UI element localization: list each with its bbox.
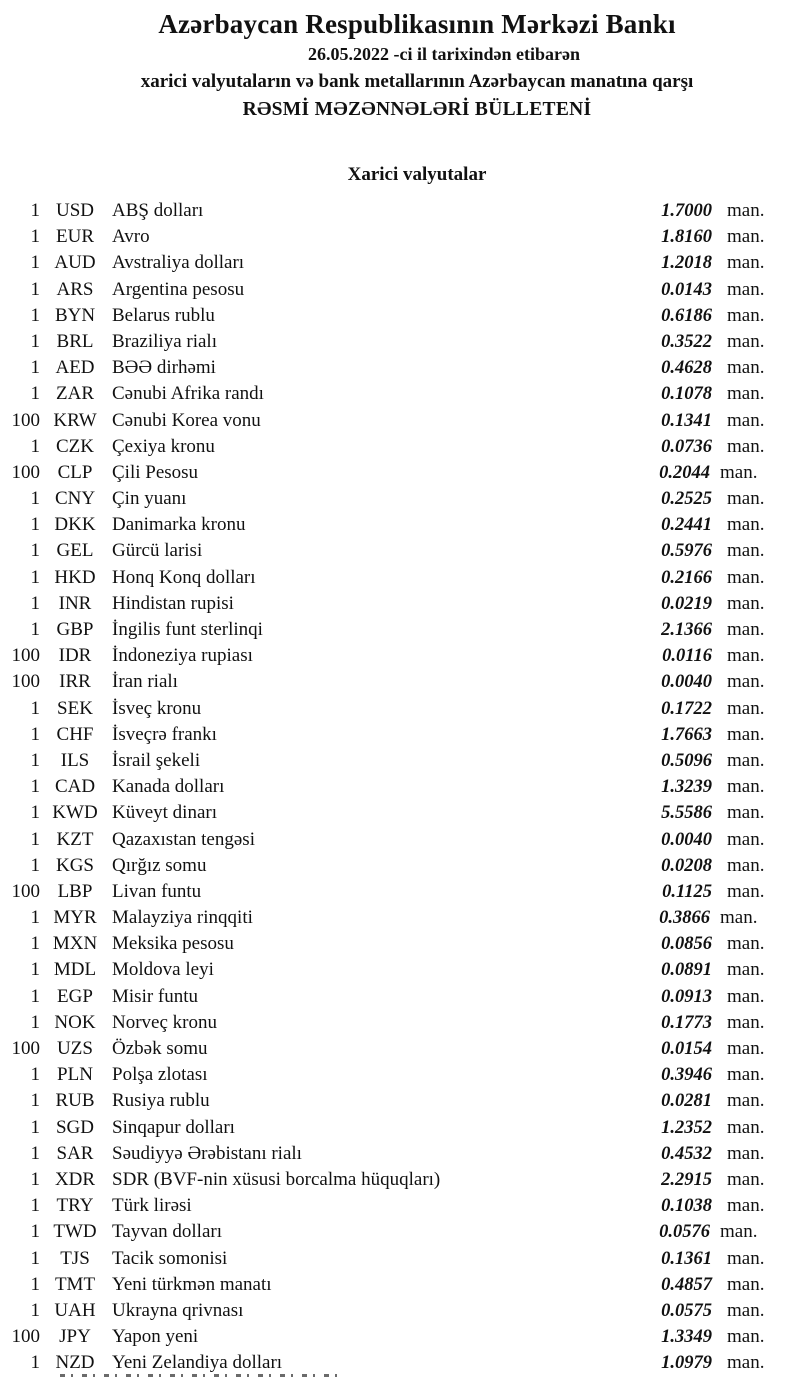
currency-name: Rusiya rublu	[112, 1090, 210, 1112]
currency-code: DKK	[54, 514, 96, 536]
currency-quantity: 100	[11, 1326, 40, 1348]
currency-name: Çin yuanı	[112, 488, 187, 510]
currency-name: BƏƏ dirhəmi	[112, 357, 216, 379]
currency-name: Cənubi Afrika randı	[112, 383, 264, 405]
rate-row	[0, 748, 774, 774]
currency-quantity: 1	[30, 1116, 40, 1138]
currency-code: CLP	[57, 461, 93, 483]
currency-quantity: 1	[30, 1221, 40, 1243]
rate-unit: man.	[720, 907, 758, 929]
rate-value: 0.0208	[661, 855, 712, 876]
currency-quantity: 1	[30, 540, 40, 562]
currency-name: Yapon yeni	[112, 1326, 199, 1348]
rate-unit: man.	[727, 1195, 765, 1217]
rate-unit: man.	[727, 802, 765, 824]
currency-code: AUD	[54, 252, 96, 274]
rate-unit: man.	[727, 540, 765, 562]
page-title: Azərbaycan Respublikasının Mərkəzi Bankı	[158, 9, 676, 39]
currency-quantity: 1	[30, 200, 40, 221]
rate-unit: man.	[727, 592, 765, 614]
currency-code: USD	[55, 200, 94, 221]
rate-value: 0.1038	[661, 1196, 712, 1217]
currency-quantity: 1	[30, 357, 40, 379]
rate-value: 0.1125	[662, 881, 712, 902]
rate-row	[0, 722, 774, 748]
rate-row	[0, 591, 774, 617]
rate-unit: man.	[720, 461, 758, 483]
rate-row	[0, 669, 774, 695]
rate-value: 0.0219	[661, 593, 712, 614]
currency-code: TRY	[56, 1195, 94, 1217]
rate-unit: man.	[727, 435, 765, 457]
rate-row	[0, 957, 774, 983]
currency-quantity: 1	[30, 1064, 40, 1086]
rate-row	[0, 303, 774, 329]
currency-name: Çili Pesosu	[112, 461, 199, 483]
rate-value: 0.3522	[661, 331, 712, 352]
rate-row	[0, 1246, 774, 1272]
currency-quantity: 1	[30, 252, 40, 274]
currency-code: BRL	[56, 330, 94, 352]
rate-unit: man.	[727, 1299, 765, 1321]
rate-row	[0, 355, 774, 381]
currency-name: Danimarka kronu	[112, 514, 246, 536]
rate-value: 0.0575	[661, 1300, 712, 1321]
rate-value: 1.7000	[661, 201, 712, 221]
currency-code: CHF	[56, 723, 94, 745]
rate-value: 0.0576	[659, 1222, 710, 1243]
rate-value: 0.0116	[662, 646, 712, 667]
currency-name: İsrail şekeli	[112, 749, 201, 771]
rate-unit: man.	[727, 200, 765, 221]
currency-code: ZAR	[56, 383, 94, 405]
currency-name: Polşa zlotası	[112, 1064, 208, 1086]
rate-unit: man.	[727, 880, 765, 902]
currency-code: AED	[55, 357, 95, 379]
rate-row	[0, 931, 774, 957]
currency-quantity: 100	[11, 1038, 40, 1059]
currency-quantity: 1	[30, 619, 40, 640]
currency-name: Avro	[112, 226, 150, 248]
rate-row	[0, 1088, 774, 1114]
currency-quantity: 100	[11, 671, 40, 693]
rate-value: 1.2352	[661, 1117, 712, 1138]
currency-quantity: 1	[30, 1247, 40, 1269]
currency-quantity: 1	[30, 697, 40, 719]
bulletin-header	[0, 0, 800, 124]
rate-value: 0.4628	[661, 358, 712, 379]
rate-unit: man.	[727, 383, 765, 405]
currency-code: TJS	[60, 1247, 90, 1269]
currency-code: MYR	[53, 907, 97, 929]
rate-row	[0, 853, 774, 879]
rate-unit: man.	[727, 1064, 765, 1086]
currency-code: TMT	[54, 1273, 96, 1295]
rate-value: 0.4532	[661, 1143, 712, 1164]
currency-quantity: 1	[30, 1299, 40, 1321]
bulletin-subtitle: xarici valyutaların və bank metallarının Azərbaycan manatına qarşı	[140, 71, 694, 92]
rate-unit: man.	[727, 776, 765, 798]
currency-code: CAD	[54, 776, 96, 798]
rate-value: 0.6186	[661, 305, 712, 326]
currency-quantity: 1	[30, 776, 40, 798]
rate-unit: man.	[727, 514, 765, 536]
currency-name: Sinqapur dolları	[112, 1116, 235, 1138]
currency-name: Yeni türkmən manatı	[112, 1273, 272, 1295]
effective-date-line: 26.05.2022 -ci il tarixindən etibarən	[308, 44, 580, 64]
currency-name: Avstraliya dolları	[112, 252, 245, 274]
rate-value: 0.5096	[661, 750, 712, 771]
rate-value: 0.1722	[661, 698, 712, 719]
currency-quantity: 100	[11, 461, 40, 483]
currency-code: EUR	[56, 226, 94, 248]
currency-name: Kanada dolları	[112, 776, 225, 798]
currency-code: PLN	[57, 1064, 93, 1086]
currency-quantity: 1	[30, 1195, 40, 1217]
rate-unit: man.	[727, 828, 765, 850]
rate-unit: man.	[727, 933, 765, 955]
rate-row	[0, 224, 774, 250]
currency-code: XDR	[54, 1168, 96, 1190]
rate-row	[0, 381, 774, 407]
currency-quantity: 1	[30, 566, 40, 588]
rate-row	[0, 617, 774, 643]
currency-quantity: 1	[30, 907, 40, 929]
currency-quantity: 100	[11, 645, 40, 667]
rate-row	[0, 1324, 774, 1350]
rate-row	[0, 1298, 774, 1324]
rate-row	[0, 198, 774, 224]
rate-row	[0, 1272, 774, 1298]
rate-unit: man.	[727, 1038, 765, 1059]
rate-unit: man.	[727, 278, 765, 300]
currency-name: Tayvan dolları	[112, 1221, 222, 1243]
rate-value: 0.1341	[661, 410, 712, 431]
currency-code: JPY	[59, 1326, 91, 1348]
currency-quantity: 1	[30, 1352, 40, 1374]
rate-value: 0.0143	[661, 279, 712, 300]
rate-unit: man.	[727, 985, 765, 1007]
rate-row	[0, 512, 774, 538]
currency-quantity: 1	[30, 854, 40, 876]
currency-name: Norveç kronu	[112, 1011, 217, 1033]
rate-value: 0.0913	[661, 986, 712, 1007]
rate-value: 0.0154	[661, 1039, 712, 1059]
currency-code: SAR	[56, 1142, 94, 1164]
rate-unit: man.	[727, 723, 765, 745]
currency-name: Moldova leyi	[112, 959, 214, 981]
rate-row	[0, 1193, 774, 1219]
currency-code: GBP	[56, 619, 94, 640]
currency-name: Misir funtu	[112, 985, 199, 1007]
currency-name: Səudiyyə Ərəbistanı rialı	[112, 1142, 302, 1164]
currency-code: HKD	[54, 566, 96, 588]
currency-name: Küveyt dinarı	[112, 802, 218, 824]
currency-quantity: 1	[30, 514, 40, 536]
currency-name: Ukrayna qrivnası	[112, 1299, 244, 1321]
rate-value: 5.5586	[661, 803, 712, 824]
currency-name: Yeni Zelandiya dolları	[112, 1352, 283, 1374]
currency-code: KZT	[56, 828, 94, 850]
currency-name: Tacik somonisi	[112, 1247, 228, 1269]
rate-unit: man.	[727, 357, 765, 379]
currency-code: UZS	[57, 1038, 93, 1059]
rate-value: 0.4857	[661, 1274, 712, 1295]
bulletin-name: RƏSMİ MƏZƏNNƏLƏRİ BÜLLETENİ	[242, 99, 592, 120]
section-title-foreign-currencies: Xarici valyutalar	[347, 164, 487, 185]
rate-unit: man.	[727, 749, 765, 771]
rate-unit: man.	[727, 409, 765, 431]
currency-quantity: 1	[30, 1273, 40, 1295]
currency-quantity: 1	[30, 933, 40, 955]
currency-code: IDR	[58, 645, 92, 667]
rate-unit: man.	[727, 252, 765, 274]
rate-value: 1.3349	[661, 1327, 712, 1348]
currency-name: Belarus rublu	[112, 304, 215, 326]
currency-name: İndoneziya rupiası	[112, 645, 253, 667]
currency-name: Türk lirəsi	[112, 1195, 192, 1217]
currency-name: İsveç kronu	[112, 697, 202, 719]
currency-code: SEK	[57, 697, 93, 719]
currency-quantity: 1	[30, 802, 40, 824]
currency-code: NOK	[54, 1011, 96, 1033]
rate-row	[0, 984, 774, 1010]
rate-unit: man.	[727, 226, 765, 248]
currency-code: ILS	[60, 749, 90, 771]
rate-row	[0, 1036, 774, 1062]
rate-unit: man.	[727, 1247, 765, 1269]
currency-name: Hindistan rupisi	[112, 592, 234, 614]
currency-quantity: 1	[30, 1011, 40, 1033]
rate-unit: man.	[727, 566, 765, 588]
rate-value: 0.3866	[659, 908, 710, 929]
currency-quantity: 1	[30, 383, 40, 405]
rate-row	[0, 565, 774, 591]
rate-row	[0, 1141, 774, 1167]
rate-unit: man.	[727, 1352, 765, 1374]
rate-row	[0, 460, 774, 486]
currency-code: ARS	[56, 278, 94, 300]
currency-code: SGD	[55, 1116, 94, 1138]
currency-quantity: 1	[30, 304, 40, 326]
currency-name: Honq Konq dolları	[112, 566, 256, 588]
currency-code: GEL	[56, 540, 94, 562]
rate-value: 2.2915	[661, 1169, 712, 1190]
currency-name: Meksika pesosu	[112, 933, 234, 955]
currency-code: INR	[58, 592, 92, 614]
currency-quantity: 1	[30, 435, 40, 457]
currency-name: SDR (BVF-nin xüsusi borcalma hüquqları)	[112, 1168, 441, 1190]
rate-unit: man.	[727, 854, 765, 876]
currency-quantity: 1	[30, 828, 40, 850]
currency-code: NZD	[55, 1352, 95, 1374]
rate-value: 0.0856	[661, 934, 712, 955]
currency-name: Argentina pesosu	[112, 278, 245, 300]
rate-value: 0.0281	[661, 1091, 712, 1112]
rate-unit: man.	[727, 671, 765, 693]
rate-row	[0, 643, 774, 669]
currency-quantity: 1	[30, 488, 40, 510]
currency-name: Qazaxıstan tengəsi	[112, 828, 255, 850]
rate-value: 1.2018	[661, 253, 712, 274]
rate-unit: man.	[727, 697, 765, 719]
currency-name: Livan funtu	[112, 880, 202, 902]
currency-code: MDL	[53, 959, 97, 981]
rate-unit: man.	[727, 645, 765, 667]
currency-code: KRW	[53, 409, 97, 431]
currency-quantity: 100	[11, 409, 40, 431]
currency-code: LBP	[57, 880, 93, 902]
rate-unit: man.	[727, 1168, 765, 1190]
currency-code: CNY	[54, 488, 96, 510]
currency-quantity: 1	[30, 278, 40, 300]
rate-row	[0, 1167, 774, 1193]
currency-name: ABŞ dolları	[112, 200, 204, 221]
currency-quantity: 1	[30, 723, 40, 745]
currency-quantity: 1	[30, 592, 40, 614]
rate-value: 0.0891	[661, 960, 712, 981]
rate-value: 0.2166	[661, 567, 712, 588]
rate-row	[0, 538, 774, 564]
currency-quantity: 1	[30, 1168, 40, 1190]
rate-row	[0, 774, 774, 800]
rate-unit: man.	[727, 488, 765, 510]
currency-code: IRR	[59, 671, 91, 693]
rate-row	[0, 408, 774, 434]
currency-quantity: 100	[11, 880, 40, 902]
rate-unit: man.	[727, 1116, 765, 1138]
rate-row	[0, 696, 774, 722]
rate-value: 1.3239	[661, 777, 712, 798]
currency-quantity: 1	[30, 1090, 40, 1112]
currency-code: KWD	[52, 802, 98, 824]
rate-value: 0.0040	[661, 672, 712, 693]
rate-value: 0.0736	[661, 436, 712, 457]
rate-value: 0.1078	[661, 384, 712, 405]
currency-quantity: 1	[30, 1142, 40, 1164]
rate-value: 1.7663	[661, 724, 712, 745]
rate-value: 0.2441	[661, 515, 712, 536]
currency-name: Gürcü larisi	[112, 540, 203, 562]
currency-name: İsveçrə frankı	[112, 723, 217, 745]
rate-row	[0, 827, 774, 853]
rate-unit: man.	[727, 1011, 765, 1033]
rate-row	[0, 329, 774, 355]
currency-name: İran rialı	[112, 671, 178, 693]
rate-row	[0, 1219, 774, 1245]
rate-row	[0, 277, 774, 303]
rate-value: 0.2525	[661, 489, 712, 510]
rate-row	[0, 905, 774, 931]
rate-unit: man.	[727, 1273, 765, 1295]
rate-row	[0, 800, 774, 826]
rates-table	[0, 198, 800, 1376]
rate-row	[0, 1010, 774, 1036]
currency-quantity: 1	[30, 330, 40, 352]
rate-value: 0.2044	[659, 462, 710, 483]
currency-code: KGS	[55, 854, 94, 876]
rate-row	[0, 1350, 774, 1376]
currency-name: Cənubi Korea vonu	[112, 409, 261, 431]
rate-unit: man.	[720, 1221, 758, 1243]
currency-name: Malayziya rinqqiti	[112, 907, 253, 929]
currency-name: İngilis funt sterlinqi	[112, 619, 263, 640]
rate-value: 1.0979	[661, 1353, 712, 1374]
currency-quantity: 1	[30, 749, 40, 771]
rate-row	[0, 879, 774, 905]
currency-quantity: 1	[30, 959, 40, 981]
currency-code: UAH	[54, 1299, 96, 1321]
currency-code: EGP	[57, 985, 93, 1007]
rate-value: 0.3946	[661, 1065, 712, 1086]
rate-unit: man.	[727, 304, 765, 326]
rate-value: 0.1361	[661, 1248, 712, 1269]
rate-row	[0, 486, 774, 512]
rate-value: 1.8160	[661, 227, 712, 248]
rate-row	[0, 250, 774, 276]
rate-row	[0, 1115, 774, 1141]
currency-code: TWD	[53, 1221, 97, 1243]
currency-name: Braziliya rialı	[112, 330, 217, 352]
rate-unit: man.	[727, 1142, 765, 1164]
currency-name: Qırğız somu	[112, 854, 207, 876]
currency-quantity: 1	[30, 985, 40, 1007]
rate-row	[0, 1062, 774, 1088]
rate-value: 0.5976	[661, 541, 712, 562]
currency-quantity: 1	[30, 226, 40, 248]
rate-value: 2.1366	[661, 620, 712, 640]
rate-unit: man.	[727, 1090, 765, 1112]
currency-code: RUB	[55, 1090, 95, 1112]
currency-code: CZK	[56, 435, 94, 457]
rate-unit: man.	[727, 330, 765, 352]
currency-code: MXN	[52, 933, 98, 955]
rate-unit: man.	[727, 959, 765, 981]
rate-row	[0, 434, 774, 460]
rate-value: 0.0040	[661, 829, 712, 850]
rate-unit: man.	[727, 1326, 765, 1348]
rate-value: 0.1773	[661, 1012, 712, 1033]
currency-name: Çexiya kronu	[112, 435, 215, 457]
currency-name: Özbək somu	[112, 1038, 208, 1059]
currency-code: BYN	[54, 304, 96, 326]
rate-unit: man.	[727, 619, 765, 640]
